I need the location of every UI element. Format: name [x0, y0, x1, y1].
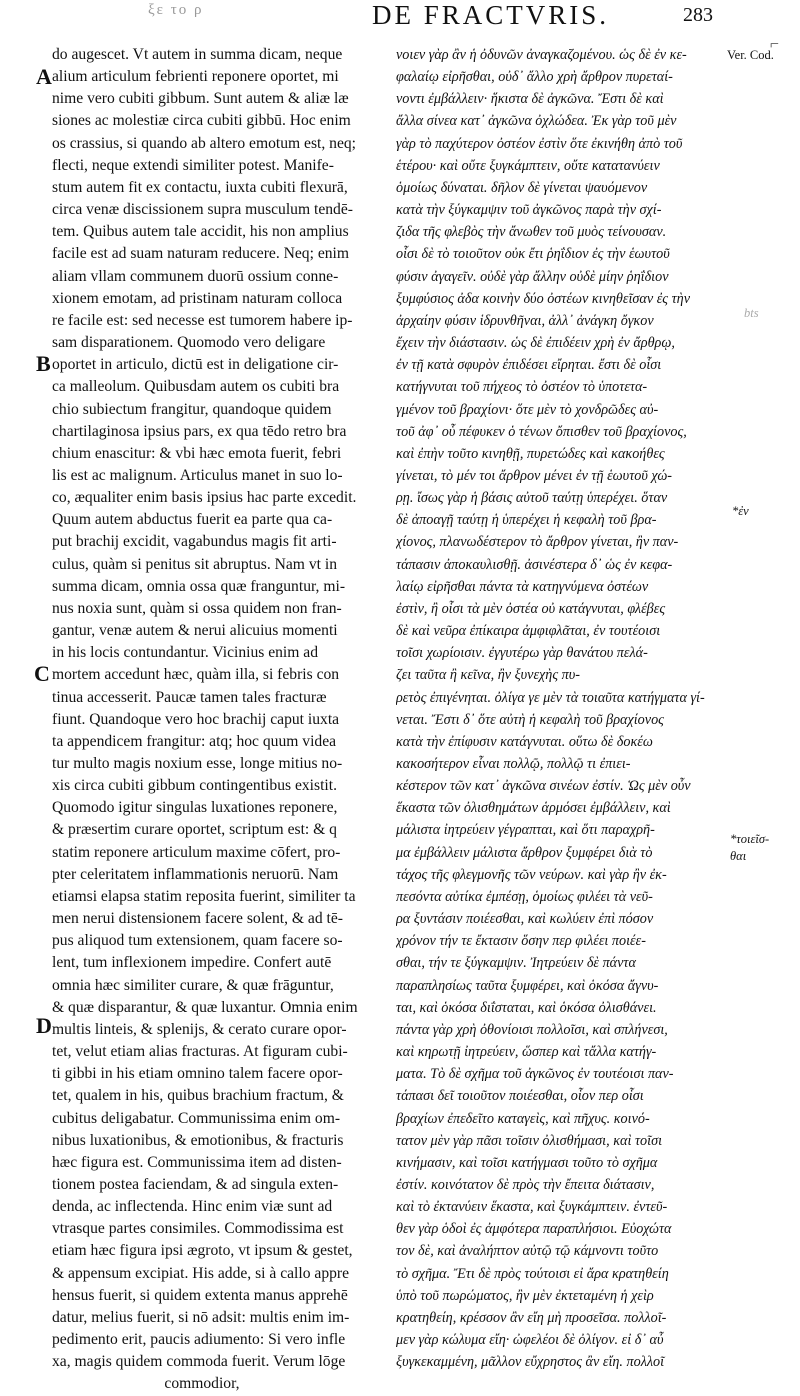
- margin-note-poieisthai: *τοιεῖσ-: [730, 832, 770, 846]
- margin-note-en: *ἐν: [732, 504, 749, 518]
- section-letter-d: D: [36, 1013, 52, 1038]
- text-line: ἀρχαίην φύσιν ἱδρυνθῆναι, ἀλλ᾽ ἀνάγκη ὄγκον: [396, 312, 654, 329]
- text-line: μάλιστα ἰητρεύειν γέγραπται, καὶ ὅτι παραχρῆ-: [396, 822, 655, 839]
- text-line: κινήμασιν, καὶ τοῖσι κατήγμασι τοῦτο τὸ σχῆμα: [396, 1154, 658, 1171]
- text-line: tionem postea faciendam, & ad singula exten-: [52, 1175, 339, 1193]
- text-line: xis circa cubiti gibbum contingentibus existit.: [52, 777, 337, 795]
- text-line: ἐστίν. κοινότατον δὲ πρὸς τὴν ἔπειτα διάτασιν,: [396, 1176, 655, 1193]
- text-line: ὑπὸ τοῦ πωρώματος, ἢν μὲν ἐκτεταμένη ἡ χεὶρ: [396, 1287, 654, 1304]
- text-line: τάπασι δεῖ τοιοῦτον ποιέεσθαι, οἷον περ οἷσι: [396, 1088, 644, 1105]
- greek-text-column: [396, 44, 724, 1373]
- text-line: ἔχειν τὴν διάστασιν. ὡς δὲ ἐπιδέειν χρὴ ἐν ἄρθρῳ,: [396, 335, 675, 352]
- text-line: denda, ac inflectenda. Hinc enim viæ sunt ad: [52, 1198, 333, 1216]
- text-line: τατον μὲν γὰρ πᾶσι τοῖσιν ὀλισθήμασι, καὶ τοῖσι: [396, 1132, 663, 1149]
- text-line: pus aliquod tum extensionem, quam facere so-: [52, 932, 343, 950]
- margin-note-faded: bts: [744, 306, 759, 320]
- text-line: καὶ τὸ ἐκτανύειν ἕκαστα, καὶ ξυγκάμπτειν. ἐντεῦ-: [396, 1199, 668, 1216]
- text-line: βραχίων ἐπεδεῖτο καταγεὶς, καὶ πῆχυς. κοινό-: [396, 1110, 650, 1127]
- text-line: γὰρ τὸ παχύτερον ὀστέον ἐστὶν ὅτε ἐκινήθη ἀπὸ τοῦ: [396, 135, 683, 152]
- text-line: νεται. Ἔστι δ᾽ ὅτε αὐτὴ ἡ κεφαλὴ τοῦ βραχίονος: [396, 711, 664, 728]
- text-line: fiunt. Quandoque vero hoc brachij caput iuxta: [52, 710, 340, 728]
- text-line: σθαι, τήν τε ξύγκαμψιν. Ἰητρεύειν δὲ πάντα: [396, 955, 636, 972]
- text-line: hensus fuerit, si quidem extenta manus apprehē: [52, 1286, 348, 1304]
- text-line: nibus luxationibus, & emotionibus, & fracturis: [52, 1131, 344, 1149]
- latin-text-column: [52, 44, 382, 1396]
- text-line: & appensum excipiat. His adde, si à callo appre: [52, 1264, 350, 1282]
- text-line: tet, qualem in his, quibus brachium fractum, &: [52, 1087, 344, 1105]
- text-line: ta appendicem frangitur: atq; hoc quum videa: [52, 732, 337, 750]
- text-line: lent, tum inflexionem impedire. Confert autē: [52, 954, 332, 972]
- running-title: DE FRACTVRIS.: [372, 0, 610, 30]
- text-line: ἑτέρου· καὶ οὔτε ξυγκάμπτειν, οὔτε κατατανύειν: [396, 157, 660, 174]
- section-letter-c: C: [34, 661, 50, 686]
- text-line: παραπλησίως ταῦτα ξυμφέρει, καὶ ὁκόσα ἄγνυ-: [396, 977, 659, 994]
- text-line: chio subiectum frangitur, quandoque quidem: [52, 400, 332, 418]
- text-line: ρετὸς ἐπιγένηται. ὀλίγα γε μὲν τὰ τοιαῦτα κατήγματα γί-: [396, 689, 705, 706]
- text-line: tinua accesserit. Paucæ tamen tales fracturæ: [52, 688, 327, 706]
- text-line: nime vero cubiti gibbum. Sunt autem & aliæ læ: [52, 90, 349, 108]
- text-line: multis linteis, & splenijs, & cerato curare opor-: [52, 1020, 347, 1038]
- text-line: λαίῳ εἰρῆσθαι πάντα τὰ κατηγνύμενα ὀστέων: [396, 578, 649, 595]
- text-line: χρόνον τήν τε ἔκτασιν ὅσην περ φιλέει ποιέε-: [396, 933, 646, 950]
- text-line: φαλαίῳ εἰρῆσθαι, οὐδ᾽ ἄλλο χρὴ ἄρθρον πυρεταί-: [396, 69, 673, 86]
- text-line: put brachij excidit, vagabundus magis fit arti-: [52, 533, 337, 551]
- text-line: summa dicam, omnia ossa quæ franguntur, mi-: [52, 577, 346, 595]
- text-line: re facile est: sed necesse est tumorem habere ip-: [52, 311, 353, 329]
- text-line: gantur, venæ autem & nerui alicuius momenti: [52, 622, 338, 640]
- text-line: ρα ξυντάσιν ποιέεσθαι, καὶ κωλύειν ἐπὶ πόσον: [396, 911, 654, 928]
- text-line: do augescet. Vt autem in summa dicam, neque: [52, 46, 343, 63]
- text-line: vtrasque partes consimiles. Commodissima est: [52, 1220, 344, 1238]
- text-line: alium articulum febrienti reponere oportet, mi: [52, 68, 339, 86]
- text-line: statim reponere articulum maxime cōfert, pro-: [52, 843, 341, 861]
- text-line: co, æqualiter enim basis ipsius hac parte excedit.: [52, 489, 357, 507]
- text-line: ἐν τῇ κατὰ σφυρὸν ἐπιδέσει εἴρηται. ἔστι δὲ οἷσι: [396, 357, 662, 374]
- text-line: κρατηθείη, κρέσσον ἂν εἴη μὴ προσεῖσα. πολλοῖ-: [396, 1309, 667, 1326]
- text-line: xionem emotam, ad pristinam naturam colloca: [52, 289, 343, 307]
- text-line: siones ac molestiæ circa cubiti gibbū. Hoc enim: [52, 112, 351, 130]
- text-line: νοιεν γὰρ ἂν ἡ ὀδυνῶν ἀναγκαζομένου. ὡς δὲ ἐν κε-: [396, 47, 687, 63]
- text-line: ρῃ. ἴσως γὰρ ἡ βάσις αὐτοῦ ταύτῃ ὑπερέχει. ὅταν: [396, 490, 668, 507]
- text-line: in his locis contundantur. Vicinius enim ad: [52, 644, 319, 662]
- text-line: μα ἐμβάλλειν μάλιστα ἄρθρον ξυμφέρει διὰ τὸ: [396, 844, 653, 861]
- text-line: chartilaginosa ipsius pars, ex qua tēdo retro bra: [52, 422, 347, 440]
- text-line: ται, καὶ ὁκόσα διΐσταται, καὶ ὁκόσα ὀλισθάνει.: [396, 999, 657, 1016]
- faded-header-text: ξε το ρ: [148, 2, 204, 18]
- text-line: Quum autem abductus fuerit ea parte qua ca-: [52, 511, 333, 529]
- text-line: τὸ σχῆμα. Ἔτι δὲ πρὸς τούτοισι εἰ ἄρα κρατηθείη: [396, 1265, 669, 1282]
- text-line: μεν γὰρ κώλυμα εἴη· ὠφελέοι δὲ ὀλίγον. εἰ δ᾽ αὖ: [396, 1332, 664, 1349]
- text-line: & quæ disparantur, & quæ luxantur. Omnia enim: [52, 998, 358, 1016]
- text-line: δὲ καὶ νεῦρα ἐπίκαιρα ἀμφιφλᾶται, ἐν τουτέοισι: [396, 623, 661, 640]
- text-line: oportet in articulo, dictū est in deligatione cir-: [52, 356, 339, 374]
- text-line: xa, magis quidem commoda fuerit. Verum lōge: [52, 1353, 346, 1371]
- text-line: lis est ac malignum. Articulus manet in suo lo-: [52, 466, 343, 484]
- text-line: ca malleolum. Quibusdam autem os cubiti bra: [52, 378, 340, 396]
- text-line: φύσιν ἀγαγεῖν. οὐδὲ γὰρ ἄλλην οὐδὲ μίην ῥηΐδιον: [396, 268, 669, 285]
- margin-note-ver-cod: Ver. Cod.: [727, 48, 774, 62]
- text-line: πάντα γὰρ χρὴ ὀθονίοισι πολλοῖσι, καὶ σπλήνεσι,: [396, 1021, 668, 1038]
- section-letter-a: A: [36, 64, 52, 89]
- text-line: οἷσι δὲ τὸ τοιοῦτον οὐκ ἔτι ῥηΐδιον ἐς τὴν ἑωυτοῦ: [396, 246, 670, 263]
- text-line: pter celeritatem inflammationis neruorū. Nam: [52, 865, 339, 883]
- text-line: ματα. Τὸ δὲ σχῆμα τοῦ ἀγκῶνος ἐν τουτέοισι παν-: [396, 1066, 674, 1083]
- text-line: tur multo magis noxium esse, longe mitius no-: [52, 755, 343, 772]
- text-line: ὁμοίως δύναται. δῆλον δὲ γίνεται ψαυόμενον: [396, 179, 648, 196]
- text-line: etiamsi elapsa statim reposita fuerint, similiter ta: [52, 887, 356, 905]
- text-line: ξυγκεκαμμένη, μᾶλλον εὔχρηστος ἂν εἴη. πολλοῖ: [396, 1354, 665, 1371]
- text-line: culus, quàm si penitus sit abruptus. Nam vt in: [52, 555, 337, 573]
- text-line: ζει ταῦτα ἢ κεῖνα, ἢν ξυνεχὴς πυ-: [396, 667, 580, 684]
- text-line: κακοσήτερον εἶναι πολλῷ, πολλῷ τι ἐπιει-: [396, 756, 631, 772]
- text-line: κατήγνυται τοῦ πήχεος τὸ ὀστέον τὸ ὑποτετα-: [396, 379, 648, 396]
- text-line: πεσόντα αὐτίκα ἐμπέσῃ, ὁμοίως φιλέει τὰ νεῦ-: [396, 888, 653, 905]
- text-line: tet, velut etiam alias fracturas. At figuram cubi-: [52, 1043, 348, 1061]
- text-line: stum autem fit ex contactu, iuxta cubiti flexurā,: [52, 178, 348, 196]
- text-line: chium enascitur: & vbi hæc emota fuerit, febri: [52, 444, 342, 462]
- text-line: men nerui distensionem facere solent, & ad tē-: [52, 910, 343, 928]
- text-line: καὶ ἐπὴν τοῦτο κινηθῇ, πυρετώδες καὶ κακοήθες: [396, 445, 665, 462]
- text-line: ἐστὶν, ἢ οἷσι τὰ μὲν ὀστέα οὐ κατάγνυται, φλέβες: [396, 600, 666, 617]
- text-line: Quomodo igitur singulas luxationes reponere,: [52, 799, 338, 817]
- text-line: τοῦ ἀφ᾽ οὗ πέφυκεν ὁ τένων ὄπισθεν τοῦ βραχίονος,: [396, 423, 687, 440]
- text-line: aliam vllam communem duorū ossium conne-: [52, 267, 339, 285]
- text-line: τάχος τῆς φλεγμονῆς τῶν νεύρων. καὶ γὰρ ἢν ἐκ-: [396, 866, 667, 883]
- text-line: τάπασιν ἀποκαυλισθῇ. ἀσινέστερα δ᾽ ὡς ἐν κεφα-: [396, 556, 673, 573]
- corner-mark: ⌐: [770, 36, 780, 53]
- text-line: ἕκαστα τῶν ὀλισθημάτων ἁρμόσει ἐμβάλλειν, καὶ: [396, 800, 671, 817]
- text-line: κατὰ τὴν ἐπίφυσιν κατάγνυται. οὕτω δὲ δοκέω: [396, 733, 653, 750]
- text-line: os crassius, si quando ab altero emotum est, neq;: [52, 134, 357, 152]
- text-line: ζιδα τῆς φλεβὸς τὴν ἄνωθεν τοῦ μυὸς τείνουσαν.: [396, 224, 667, 241]
- text-line: νοντι ἐμβάλλειν· ἥκιστα δὲ ἀγκῶνα. Ἔστι δὲ καὶ: [396, 91, 664, 108]
- text-line: datur, melius fuerit, si nō adsit: multis enim im-: [52, 1308, 350, 1326]
- text-line: sam disparationem. Quomodo vero deligare: [52, 334, 326, 352]
- text-line: ἄλλα σίνεα κατ᾽ ἀγκῶνα ὀχλώδεα. Ἐκ γὰρ τοῦ μὲν: [396, 113, 677, 130]
- text-line: mortem accedunt hæc, quàm illa, si febris con: [52, 666, 340, 684]
- margin-note-poieisthai-cont: θαι: [730, 849, 747, 863]
- text-line: γμένον τοῦ βραχίονι· ὅτε μὲν τὸ χονδρῶδες αὐ-: [396, 401, 659, 418]
- text-line: τοῖσι χωρίοισιν. ἐγγυτέρω γὰρ θανάτου πελά-: [396, 645, 648, 662]
- text-line: nus noxia sunt, quàm si ossa quidem non fran-: [52, 599, 342, 617]
- text-line: omnia hæc similiter curare, & quæ frāguntur,: [52, 976, 334, 994]
- section-letter-b: B: [36, 351, 51, 376]
- text-line: & præsertim curare oportet, scriptum est: & q: [52, 821, 337, 839]
- text-line: δὲ ἀποαγῇ ταύτῃ ἡ ὑπερέχει ἡ κεφαλὴ τοῦ βρα-: [396, 512, 657, 529]
- text-line: facile est ad suam naturam reducere. Neq; enim: [52, 245, 350, 263]
- text-line: θεν γὰρ ὁδοὶ ἐς ἀμφότερα παραπλήσιοι. Εὐοχώτα: [396, 1221, 672, 1238]
- text-line: κέστερον τῶν κατ᾽ ἀγκῶνα σινέων ἐστίν. Ὡς μὲν οὖν: [396, 778, 691, 795]
- text-line: ti gibbi in his etiam omnino talem facere opor-: [52, 1065, 343, 1083]
- text-line: γίνεται, τὸ μέν τοι ἄρθρον μένει ἐν τῇ ἑωυτοῦ χώ-: [396, 467, 672, 484]
- text-line: commodior,: [164, 1375, 240, 1393]
- text-line: ξυμφύσιος ἀδα κοινὴν δύο ὀστέων κινηθεῖσαν ἐς τὴν: [396, 290, 691, 307]
- text-line: χίονος, πλανωδέστερον τὸ ἄρθρον γίνεται, ἢν παν-: [396, 534, 679, 551]
- text-line: pedimento erit, paucis adiumento: Si vero infle: [52, 1331, 346, 1349]
- text-line: καὶ κηρωτῇ ἰητρεύειν, ὥσπερ καὶ τἄλλα κατήγ-: [396, 1044, 657, 1061]
- text-line: etiam hæc figura ipsi ægroto, vt ipsum & gestet,: [52, 1242, 353, 1260]
- text-line: circa venæ discissionem supra musculum tendē-: [52, 201, 353, 219]
- text-line: τον δὲ, καὶ ἀναλήπτον αὐτῷ τῷ κάμνοντι τοῦτο: [396, 1243, 659, 1260]
- text-line: flecti, neque extendi similiter potest. Manife-: [52, 156, 334, 174]
- text-line: hæc figura est. Communissima item ad disten-: [52, 1153, 342, 1171]
- page-number: 283: [683, 4, 713, 26]
- text-line: κατὰ τὴν ξύγκαμψιν τοῦ ἀγκῶνος παρὰ τὴν σχί-: [396, 202, 662, 219]
- text-line: cubitus deligabatur. Communissima enim om-: [52, 1109, 341, 1127]
- text-line: tem. Quibus autem tale accidit, his non amplius: [52, 223, 349, 241]
